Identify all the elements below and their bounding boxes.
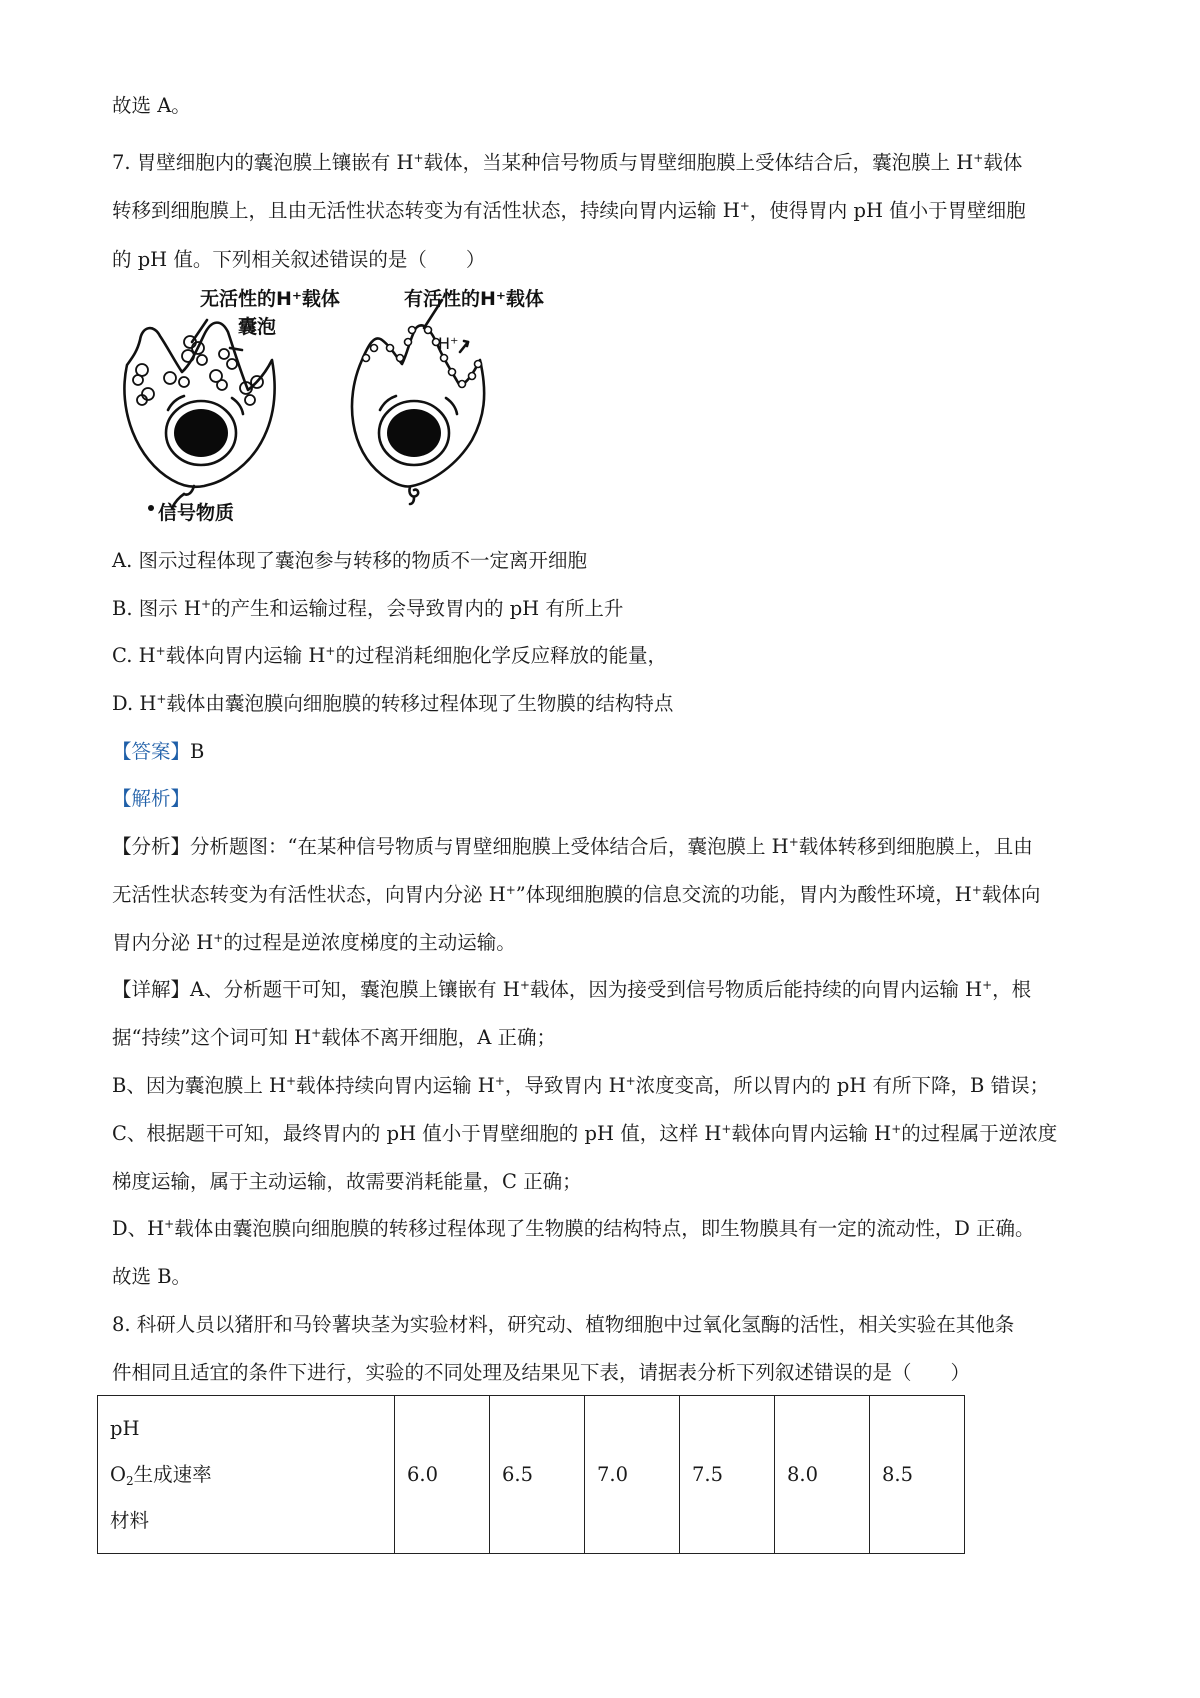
analysis-heading: 【解析】 xyxy=(112,787,191,810)
ph-value-cell: 8.0 xyxy=(775,1396,870,1554)
detail-paragraph: B、因为囊泡膜上 H+载体持续向胃内运输 H+，导致胃内 H+浓度变高，所以胃内的 pH 有所下降，B 错误； xyxy=(112,1074,1050,1097)
label-signal-substance: 信号物质 xyxy=(158,502,235,524)
label-h-ion: H⁺ xyxy=(438,334,459,353)
option-c: C. H+载体向胃内运输 H+的过程消耗细胞化学反应释放的能量， xyxy=(112,644,667,667)
answer-tag: 【答案】 xyxy=(112,740,191,763)
ph-value-cell: 8.5 xyxy=(870,1396,965,1554)
analysis-paragraph: 【分析】分析题图：“在某种信号物质与胃壁细胞膜上受体结合后，囊泡膜上 H+载体转移到细胞膜上，且由 xyxy=(112,835,1033,858)
answer-line xyxy=(112,737,1102,767)
analysis-paragraph: 胃内分泌 H+的过程是逆浓度梯度的主动运输。 xyxy=(112,931,516,954)
detail-paragraph: 据“持续”这个词可知 H+载体不离开细胞，A 正确； xyxy=(112,1026,556,1049)
question-7-stem: 的 pH 值。下列相关叙述错误的是（ ） xyxy=(112,248,486,271)
option-b: B. 图示 H+的产生和运输过程，会导致胃内的 pH 有所上升 xyxy=(112,597,624,620)
signal-molecule-dot xyxy=(148,505,154,511)
label-vesicle: 囊泡 xyxy=(238,316,277,338)
cell-diagram-figure xyxy=(112,290,572,530)
ph-value-cell: 7.5 xyxy=(680,1396,775,1554)
detail-paragraph: 【详解】A、分析题干可知，囊泡膜上镶嵌有 H+载体，因为接受到信号物质后能持续的向胃内运输 H+，根 xyxy=(112,978,1032,1001)
ph-value-cell: 6.0 xyxy=(395,1396,490,1554)
table-row xyxy=(98,1396,965,1554)
cell-diagram xyxy=(112,290,572,530)
nucleus xyxy=(387,409,441,457)
ph-value-cell: 7.0 xyxy=(585,1396,680,1554)
question-7-stem: 7. 胃壁细胞内的囊泡膜上镶嵌有 H+载体，当某种信号物质与胃壁细胞膜上受体结合后，囊泡膜上 H+载体 xyxy=(112,151,1023,174)
label-inactive-carrier: 无活性的H⁺载体 xyxy=(200,288,340,310)
detail-paragraph: 梯度运输，属于主动运输，故需要消耗能量，C 正确； xyxy=(112,1170,582,1193)
detail-paragraph: D、H+载体由囊泡膜向细胞膜的转移过程体现了生物膜的结构特点，即生物膜具有一定的流动性，D 正确。 xyxy=(112,1217,1035,1240)
option-a: A. 图示过程体现了囊泡参与转移的物质不一定离开细胞 xyxy=(112,549,587,572)
question-8-stem: 件相同且适宜的条件下进行，实验的不同处理及结果见下表，请据表分析下列叙述错误的是（ ） xyxy=(112,1361,971,1384)
question-8-stem: 8. 科研人员以猪肝和马铃薯块茎为实验材料，研究动、植物细胞中过氧化氢酶的活性，相关实验在其他条 xyxy=(112,1313,1015,1336)
label-active-carrier: 有活性的H⁺载体 xyxy=(404,288,544,310)
ph-value-cell: 6.5 xyxy=(490,1396,585,1554)
answer-value: B xyxy=(190,740,205,763)
ph-data-table xyxy=(97,1395,965,1554)
question-7-stem: 转移到细胞膜上，且由无活性状态转变为有活性状态，持续向胃内运输 H+，使得胃内 pH 值小于胃壁细胞 xyxy=(112,199,1026,222)
detail-paragraph: C、根据题干可知，最终胃内的 pH 值小于胃壁细胞的 pH 值，这样 H+载体向胃内运输 H+的过程属于逆浓度 xyxy=(112,1122,1058,1145)
analysis-paragraph: 无活性状态转变为有活性状态，向胃内分泌 H+”体现细胞膜的信息交流的功能，胃内为酸性环境，H+载体向 xyxy=(112,883,1041,906)
option-d: D. H+载体由囊泡膜向细胞膜的转移过程体现了生物膜的结构特点 xyxy=(112,692,674,715)
text-line: 故选 B。 xyxy=(112,1265,192,1288)
table-header-cell: pH $O_2$生成速率 材料 xyxy=(98,1396,395,1554)
nucleus xyxy=(174,409,228,457)
text-line: 故选 A。 xyxy=(112,94,191,117)
